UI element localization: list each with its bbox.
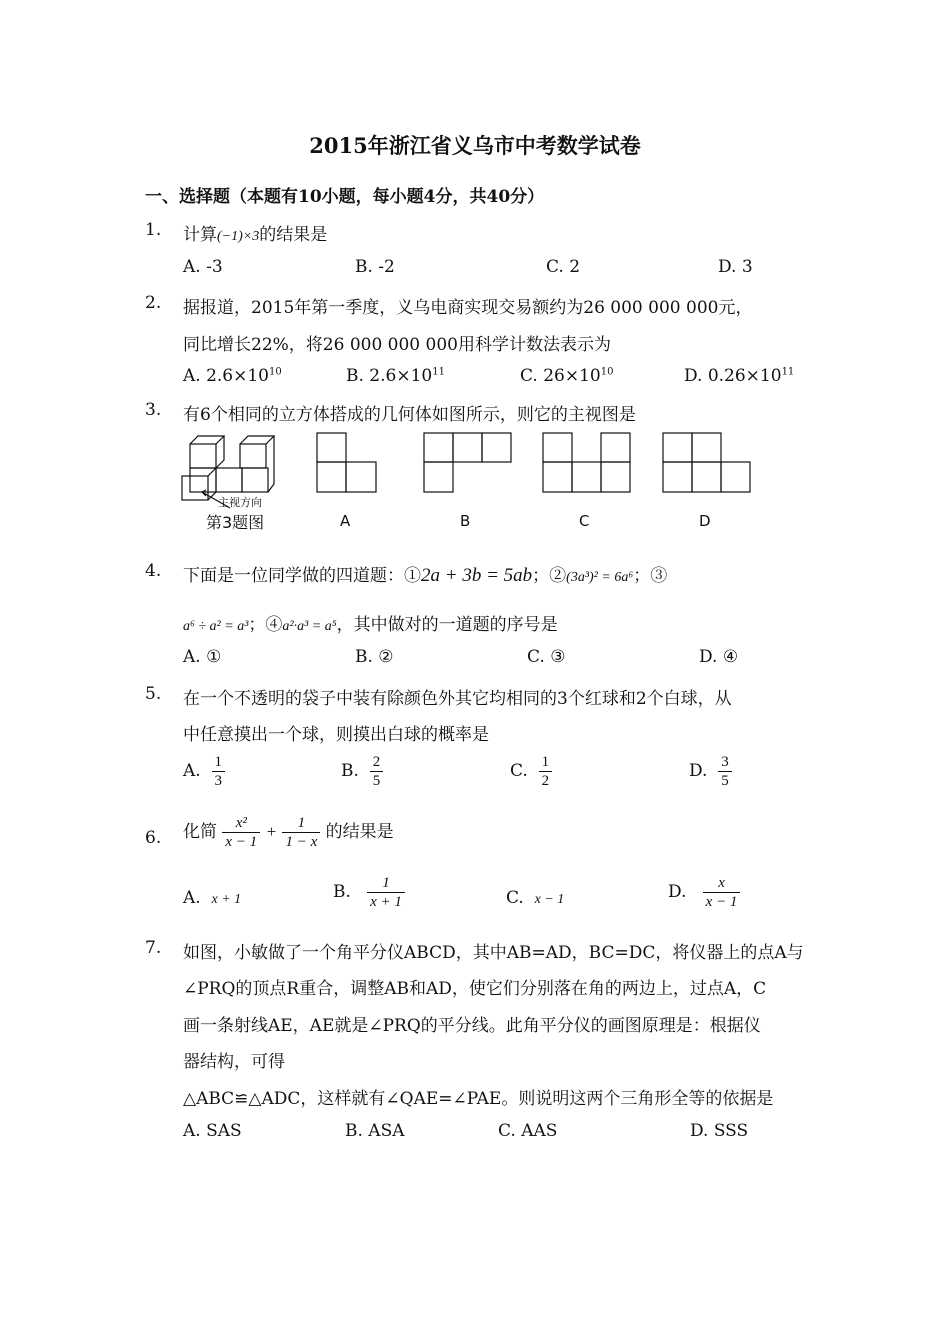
option-c: C. AAS [498,1121,558,1141]
fraction: $\frac{3}{5}$ [718,753,732,790]
option-c: C. ③ [527,647,566,667]
question-stem-line: 同比增长22%，将26 000 000 000用科学计数法表示为 [183,335,611,355]
option-c: C. x − 1 [506,888,565,908]
view-label-c: C [579,512,590,530]
question-number: 1. [145,220,162,240]
question-number: 6. [145,828,162,848]
page-title: 2015年浙江省义乌市中考数学试卷 [309,133,641,158]
option-c: C. $\frac{1}{2}$ [510,753,552,790]
question-number: 4. [145,561,162,581]
fraction: $\frac{1}{2}$ [539,753,553,790]
math-expression: (3a³)² = 6a⁶ [566,570,634,585]
arrow-label: 主视方向 [218,496,262,509]
math-expression: 2a + 3b = 5ab [421,565,533,586]
option-d: D. $\frac{x}{x - 1}$ [668,874,740,911]
question-stem-line: 画一条射线AE，AE就是∠PRQ的平分线。此角平分仪的画图原理是：根据仪 [183,1016,761,1036]
fraction: $\frac{1}{1 - x}$ [282,814,320,851]
option-b: B. -2 [355,257,395,277]
question-stem-line: 据报道，2015年第一季度，义乌电商实现交易额约为26 000 000 000元， [183,298,753,318]
question-stem-line: 如图，小敏做了一个角平分仪ABCD，其中AB=AD，BC=DC，将仪器上的点A与 [183,943,804,963]
question-stem-line: 中任意摸出一个球，则摸出白球的概率是 [183,725,489,745]
question-number: 3. [145,400,162,420]
question-stem: 有6个相同的立方体搭成的几何体如图所示，则它的主视图是 [183,405,636,425]
fraction: $\frac{1}{3}$ [212,753,226,790]
question-stem-line: 在一个不透明的袋子中装有除颜色外其它均相同的3个红球和2个白球，从 [183,689,732,709]
option-b: B. ASA [345,1121,405,1141]
question-stem-line: 下面是一位同学做的四道题：①2a + 3b = 5ab；②(3a³)² = 6a⁶；③ [183,565,668,586]
view-label-b: B [460,512,471,530]
option-a: A. x + 1 [183,888,242,908]
question-stem: 计算(−1)×3的结果是 [183,225,328,245]
option-b: B. ② [355,647,394,667]
question-stem: 化简 $\frac{\text{x²}}{x - 1}$ + $\frac{1}{1 - x}$ 的结果是 [183,815,394,850]
view-label-a: A [340,512,351,530]
view-label-d: D [699,512,711,530]
fraction: $\frac{2}{5}$ [370,753,384,790]
option-a: A. SAS [183,1121,242,1141]
fraction: $\frac{1}{x + 1}$ [367,874,405,911]
figure-caption: 第3题图 [206,513,265,532]
view-option-a [316,432,378,494]
view-option-d [662,432,752,494]
question-number: 7. [145,938,162,958]
option-a: A. ① [183,647,222,667]
fraction: $\frac{x}{x - 1}$ [703,874,741,911]
option-a: A. -3 [183,257,223,277]
section-heading: 一、选择题（本题有10小题，每小题4分，共40分） [145,187,545,207]
option-a: A. $\frac{1}{3}$ [183,753,225,790]
question-stem-line: ∠PRQ的顶点R重合，调整AB和AD，使它们分别落在角的两边上，过点A，C [183,979,767,999]
option-a: A. $2.6\times 10^{10}$ [183,366,282,386]
option-c: C. $26\times 10^{10}$ [520,366,614,386]
question-stem-line: △ABC≌△ADC，这样就有∠QAE=∠PAE。则说明这两个三角形全等的依据是 [183,1089,774,1109]
option-c: C. 2 [546,257,581,277]
option-d: D. SSS [690,1121,749,1141]
option-b: B. $\frac{1}{x + 1}$ [333,874,405,911]
option-d: D. 3 [718,257,753,277]
view-option-c [542,432,632,494]
question-number: 2. [145,293,162,313]
math-expression: a⁶ ÷ a² = a³ [183,619,249,634]
option-d: D. ④ [699,647,739,667]
math-expression: a²·a³ = a⁵ [282,619,337,634]
question-stem-line: 器结构，可得 [183,1052,285,1072]
question-stem-line: a⁶ ÷ a² = a³；④a²·a³ = a⁵，其中做对的一道题的序号是 [183,615,558,635]
option-d: D. $\frac{3}{5}$ [689,753,732,790]
option-b: B. $\frac{2}{5}$ [341,753,383,790]
option-d: D. $0.26\times 10^{11}$ [684,366,795,386]
question-number: 5. [145,684,162,704]
fraction: $\frac{\text{x²}}{x - 1}$ [222,814,260,851]
math-expression: (−1)×3 [217,229,260,244]
option-b: B. $2.6\times 10^{11}$ [346,366,445,386]
view-option-b [423,432,513,494]
